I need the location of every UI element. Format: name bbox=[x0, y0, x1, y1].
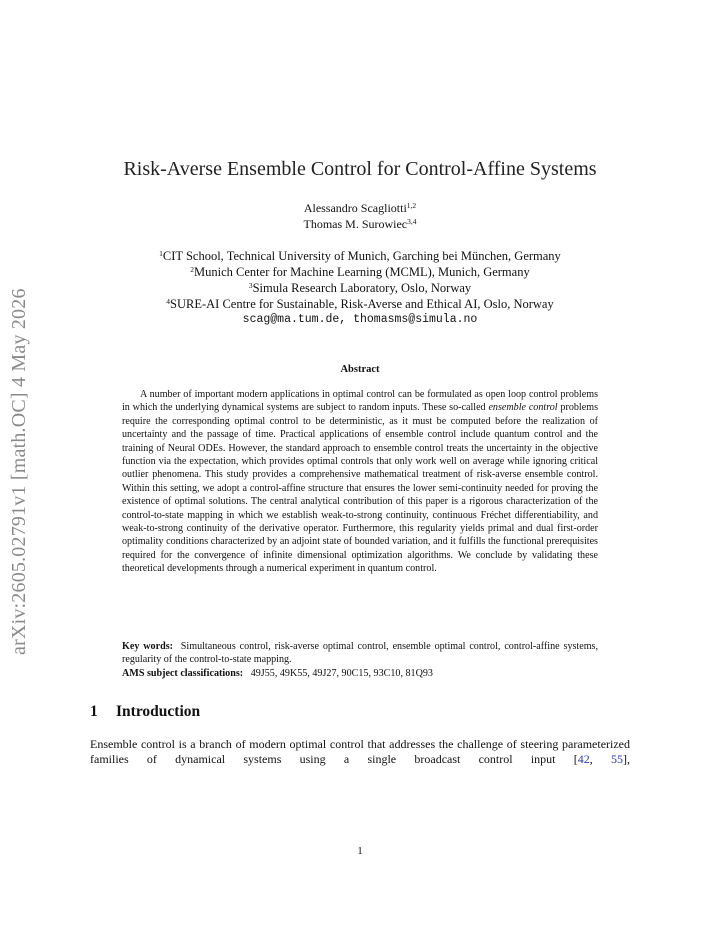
intro-paragraph bbox=[90, 737, 630, 767]
cite-separator: , bbox=[589, 752, 612, 766]
abstract-text bbox=[122, 388, 598, 576]
ams-label: AMS subject classifications: bbox=[122, 667, 244, 679]
email-addresses[interactable]: scag@ma.tum.de, thomasms@simula.no bbox=[242, 313, 478, 326]
affil-mark: 4 bbox=[166, 297, 171, 306]
author bbox=[90, 200, 630, 216]
citation-link[interactable]: 55 bbox=[611, 752, 624, 766]
affil-text: CIT School, Technical University of Munich, Garching bei München, Germany bbox=[162, 249, 561, 263]
affil-text: Simula Research Laboratory, Oslo, Norway bbox=[252, 281, 472, 295]
abstract-part: A number of important modern applications in optimal control can be formulated as open loop control problems in which the underlying dynamical systems are subject to random inputs. These so-called bbox=[122, 389, 598, 414]
affiliation bbox=[90, 280, 630, 296]
keywords-line bbox=[122, 640, 598, 667]
author-affil-mark: 3,4 bbox=[407, 217, 417, 226]
author-affil-mark: 1,2 bbox=[406, 201, 417, 210]
cite-bracket: [ bbox=[573, 752, 578, 766]
keywords-text: Simultaneous control, risk-averse optimal control, ensemble optimal control, control-affine systems, regularity of the control-to-state mapping. bbox=[122, 641, 599, 666]
affiliation bbox=[90, 248, 630, 264]
abstract-heading: Abstract bbox=[340, 364, 380, 375]
affiliation bbox=[90, 296, 630, 312]
abstract-emphasis: ensemble control bbox=[488, 402, 558, 414]
paper-title: Risk-Averse Ensemble Control for Control-Affine Systems bbox=[123, 158, 597, 180]
citation-link[interactable]: 42 bbox=[577, 752, 590, 766]
ams-line bbox=[122, 667, 598, 680]
section-title: Introduction bbox=[116, 703, 201, 720]
section-heading bbox=[90, 703, 200, 721]
affil-mark: 1 bbox=[159, 249, 163, 258]
author-list bbox=[90, 200, 630, 232]
intro-text: Ensemble control is a branch of modern optimal control that addresses the challenge of steering parameterized families of dynamical systems using a single broadcast control input bbox=[90, 737, 630, 766]
affil-mark: 3 bbox=[248, 281, 253, 290]
affiliation-list bbox=[90, 248, 630, 328]
keywords-block bbox=[122, 640, 598, 680]
affil-text: SURE-AI Centre for Sustainable, Risk-Averse and Ethical AI, Oslo, Norway bbox=[170, 297, 554, 311]
cite-bracket: ], bbox=[623, 752, 631, 766]
affiliation bbox=[90, 264, 630, 280]
affil-text: Munich Center for Machine Learning (MCML), Munich, Germany bbox=[194, 265, 530, 279]
page-number: 1 bbox=[357, 845, 363, 857]
author bbox=[90, 216, 630, 232]
affil-mark: 2 bbox=[190, 265, 195, 274]
abstract-part: problems require the corresponding optimal control to be deterministic, as it must be computed before the realization of uncertainty and the passage of time. Practical applications of ensemble control include quantum control and the training of Neural ODEs. However, the standard approach to ensemble control treats the uncertainty in the objective function via the expectation, which provides optimal controls that only work well on average while ignoring critical outlier phenomena. This study provides a comprehensive mathematical treatment of risk-averse ensemble control. Within this setting, we adopt a control-affine structure that ensures the lower semi-continuity needed for proving the existence of optimal solutions. The central analytical contribution of this paper is a rigorous characterization of the control-to-state mapping in which we establish weak-to-strong continuity, continuous Fréchet differentiability, and weak-to-strong continuity of the derivative operator. Furthermore, this regularity yields primal and dual first-order optimality conditions characterized by an adjoint state of bounded variation, and it fulfills the functional prerequisites required for the convergence of infinite dimensional optimization algorithms. We conclude by validating these theoretical developments through a numerical experiment in quantum control. bbox=[122, 402, 598, 575]
author-name: Alessandro Scagliotti bbox=[303, 201, 407, 215]
keywords-label: Key words: bbox=[122, 641, 173, 652]
arxiv-identifier: arXiv:2605.02791v1 [math.OC] 4 May 2026 bbox=[8, 288, 30, 655]
author-name: Thomas M. Surowiec bbox=[303, 217, 408, 231]
section-number: 1 bbox=[90, 703, 98, 720]
ams-codes: 49J55, 49K55, 49J27, 90C15, 93C10, 81Q93 bbox=[250, 667, 433, 679]
